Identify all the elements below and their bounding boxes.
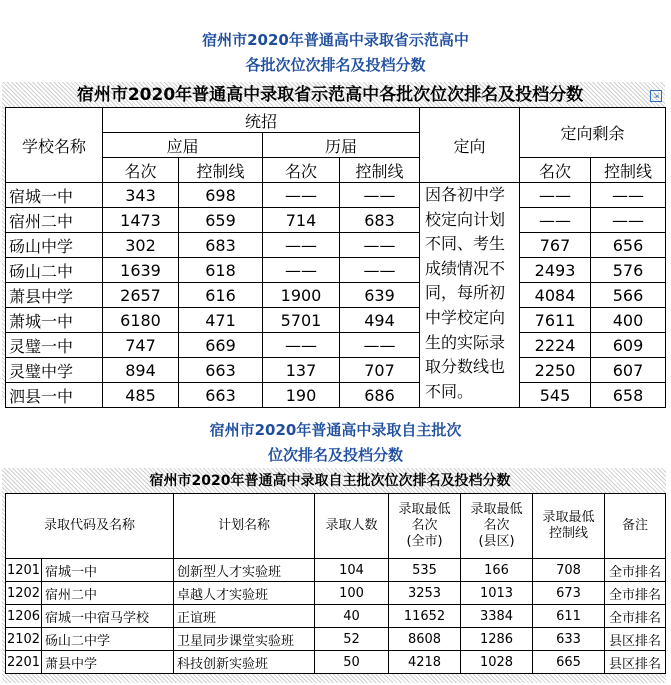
header-dingxiang: 定向 (420, 108, 520, 183)
section1-title-line2: 各批次位次排名及投档分数 (245, 56, 426, 74)
header-count: 录取人数 (315, 494, 389, 559)
table-row (6, 358, 666, 383)
school-name: 泗县一中 (6, 383, 103, 408)
d-rank: 2250 (520, 358, 591, 383)
school-name: 砀山中学 (6, 233, 103, 258)
y-rank: 302 (103, 233, 179, 258)
y-rank: 6180 (103, 308, 179, 333)
table-row (6, 333, 666, 358)
l-control: —— (340, 233, 420, 258)
count: 104 (315, 559, 389, 582)
rank-city: 8608 (389, 628, 461, 651)
table-row (6, 183, 666, 208)
y-control: 698 (179, 183, 263, 208)
table-row (6, 233, 666, 258)
table-row (6, 651, 666, 674)
d-control: 609 (591, 333, 666, 358)
school-name: 砀山二中 (6, 258, 103, 283)
table-row (6, 208, 666, 233)
l-rank: 190 (263, 383, 340, 408)
table2 (5, 493, 666, 674)
table2-title: 宿州市2020年普通高中录取自主批次位次排名及投档分数 (149, 473, 511, 489)
header-control-l1: 录取最低 (542, 510, 595, 525)
header-rank-city (389, 494, 461, 559)
count: 100 (315, 582, 389, 605)
l-rank: —— (263, 233, 340, 258)
d-rank: 2224 (520, 333, 591, 358)
section1-title-line1: 宿州市2020年普通高中录取省示范高中 (202, 31, 469, 49)
dingxiang-note: 因各初中学校定向计划不同、考生成绩情况不同，每所初中学校定向生的实际录取分数线也不同。 (420, 183, 520, 408)
plan-name: 科技创新实验班 (174, 651, 315, 674)
y-control: 616 (179, 283, 263, 308)
d-control: —— (591, 183, 666, 208)
table-row (6, 258, 666, 283)
note: 全市排名 (605, 559, 666, 582)
l-rank: 5701 (263, 308, 340, 333)
note: 县区排名 (605, 651, 666, 674)
table1 (5, 107, 666, 408)
table-row (6, 308, 666, 333)
l-rank: —— (263, 258, 340, 283)
table-row (6, 383, 666, 408)
l-rank: 1900 (263, 283, 340, 308)
header-y-control: 控制线 (179, 158, 263, 183)
table-row (6, 628, 666, 651)
header-rank-county-l3: (县区) (478, 534, 515, 549)
school-name: 宿州二中 (6, 208, 103, 233)
l-control: 683 (340, 208, 420, 233)
d-rank: —— (520, 183, 591, 208)
code: 1202 (6, 582, 42, 605)
d-control: 566 (591, 283, 666, 308)
header-plan: 计划名称 (174, 494, 315, 559)
school-name: 宿城一中 (6, 183, 103, 208)
school-name: 灵璧一中 (6, 333, 103, 358)
y-rank: 747 (103, 333, 179, 358)
d-rank: 767 (520, 233, 591, 258)
header-rank-city-l3: (全市) (406, 534, 443, 549)
school-name: 萧县中学 (6, 283, 103, 308)
y-rank: 1473 (103, 208, 179, 233)
count: 50 (315, 651, 389, 674)
rank-city: 4218 (389, 651, 461, 674)
l-rank: 137 (263, 358, 340, 383)
table-row (6, 582, 666, 605)
note: 全市排名 (605, 582, 666, 605)
corner-expand-icon: ⇲ (650, 90, 662, 102)
y-rank: 485 (103, 383, 179, 408)
control: 633 (533, 628, 605, 651)
d-rank: —— (520, 208, 591, 233)
y-control: 669 (179, 333, 263, 358)
school-name: 萧县中学 (42, 651, 174, 674)
d-control: 607 (591, 358, 666, 383)
control: 611 (533, 605, 605, 628)
d-rank: 545 (520, 383, 591, 408)
header-lijie: 历届 (263, 133, 420, 158)
d-control: 400 (591, 308, 666, 333)
school-name: 萧城一中 (6, 308, 103, 333)
code: 2102 (6, 628, 42, 651)
header-d-control: 控制线 (591, 158, 666, 183)
header-rank-county (461, 494, 533, 559)
y-control: 663 (179, 358, 263, 383)
header-l-control: 控制线 (340, 158, 420, 183)
header-rank-county-l1: 录取最低 (470, 502, 523, 517)
school-name: 宿城一中 (42, 559, 174, 582)
table-row (6, 605, 666, 628)
d-control: —— (591, 208, 666, 233)
header-code-name: 录取代码及名称 (6, 494, 174, 559)
count: 40 (315, 605, 389, 628)
l-control: 639 (340, 283, 420, 308)
d-rank: 2493 (520, 258, 591, 283)
plan-name: 卫星同步课堂实验班 (174, 628, 315, 651)
y-rank: 2657 (103, 283, 179, 308)
note: 全市排名 (605, 605, 666, 628)
header-rank-county-l2: 名次 (483, 518, 510, 533)
y-control: 683 (179, 233, 263, 258)
header-tongzhao: 统招 (103, 108, 420, 133)
y-rank: 343 (103, 183, 179, 208)
note: 县区排名 (605, 628, 666, 651)
y-rank: 1639 (103, 258, 179, 283)
header-school: 学校名称 (6, 108, 103, 183)
rank-county: 166 (461, 559, 533, 582)
l-rank: 714 (263, 208, 340, 233)
section2-title-line1: 宿州市2020年普通高中录取自主批次 (209, 421, 462, 439)
l-control: 686 (340, 383, 420, 408)
rank-county: 1028 (461, 651, 533, 674)
header-dingxiang-remain: 定向剩余 (520, 108, 666, 158)
header-d-rank: 名次 (520, 158, 591, 183)
l-control: —— (340, 183, 420, 208)
rank-county: 3384 (461, 605, 533, 628)
count: 52 (315, 628, 389, 651)
y-control: 659 (179, 208, 263, 233)
school-name: 宿城一中宿马学校 (42, 605, 174, 628)
y-control: 618 (179, 258, 263, 283)
school-name: 砀山二中学 (42, 628, 174, 651)
rank-county: 1013 (461, 582, 533, 605)
rank-city: 11652 (389, 605, 461, 628)
l-control: —— (340, 333, 420, 358)
code: 2201 (6, 651, 42, 674)
d-control: 656 (591, 233, 666, 258)
l-control: 494 (340, 308, 420, 333)
header-control-l2: 控制线 (549, 526, 589, 541)
rank-city: 3253 (389, 582, 461, 605)
d-control: 576 (591, 258, 666, 283)
l-rank: —— (263, 183, 340, 208)
school-name: 灵璧中学 (6, 358, 103, 383)
header-yingjie: 应届 (103, 133, 263, 158)
header-note: 备注 (605, 494, 666, 559)
header-l-rank: 名次 (263, 158, 340, 183)
control: 665 (533, 651, 605, 674)
l-control: —— (340, 258, 420, 283)
d-rank: 7611 (520, 308, 591, 333)
table1-title: 宿州市2020年普通高中录取省示范高中各批次位次排名及投档分数 (76, 85, 584, 105)
table-row (6, 559, 666, 582)
rank-city: 535 (389, 559, 461, 582)
control: 708 (533, 559, 605, 582)
d-rank: 4084 (520, 283, 591, 308)
y-control: 471 (179, 308, 263, 333)
section2-title-line2: 位次排名及投档分数 (267, 446, 403, 464)
plan-name: 正谊班 (174, 605, 315, 628)
header-control (533, 494, 605, 559)
l-rank: —— (263, 333, 340, 358)
school-name: 宿州二中 (42, 582, 174, 605)
plan-name: 创新型人才实验班 (174, 559, 315, 582)
l-control: 707 (340, 358, 420, 383)
control: 673 (533, 582, 605, 605)
plan-name: 卓越人才实验班 (174, 582, 315, 605)
code: 1206 (6, 605, 42, 628)
rank-county: 1286 (461, 628, 533, 651)
table-row (6, 283, 666, 308)
code: 1201 (6, 559, 42, 582)
y-rank: 894 (103, 358, 179, 383)
header-rank-city-l1: 录取最低 (398, 502, 451, 517)
d-control: 658 (591, 383, 666, 408)
y-control: 663 (179, 383, 263, 408)
header-rank-city-l2: 名次 (411, 518, 438, 533)
header-y-rank: 名次 (103, 158, 179, 183)
